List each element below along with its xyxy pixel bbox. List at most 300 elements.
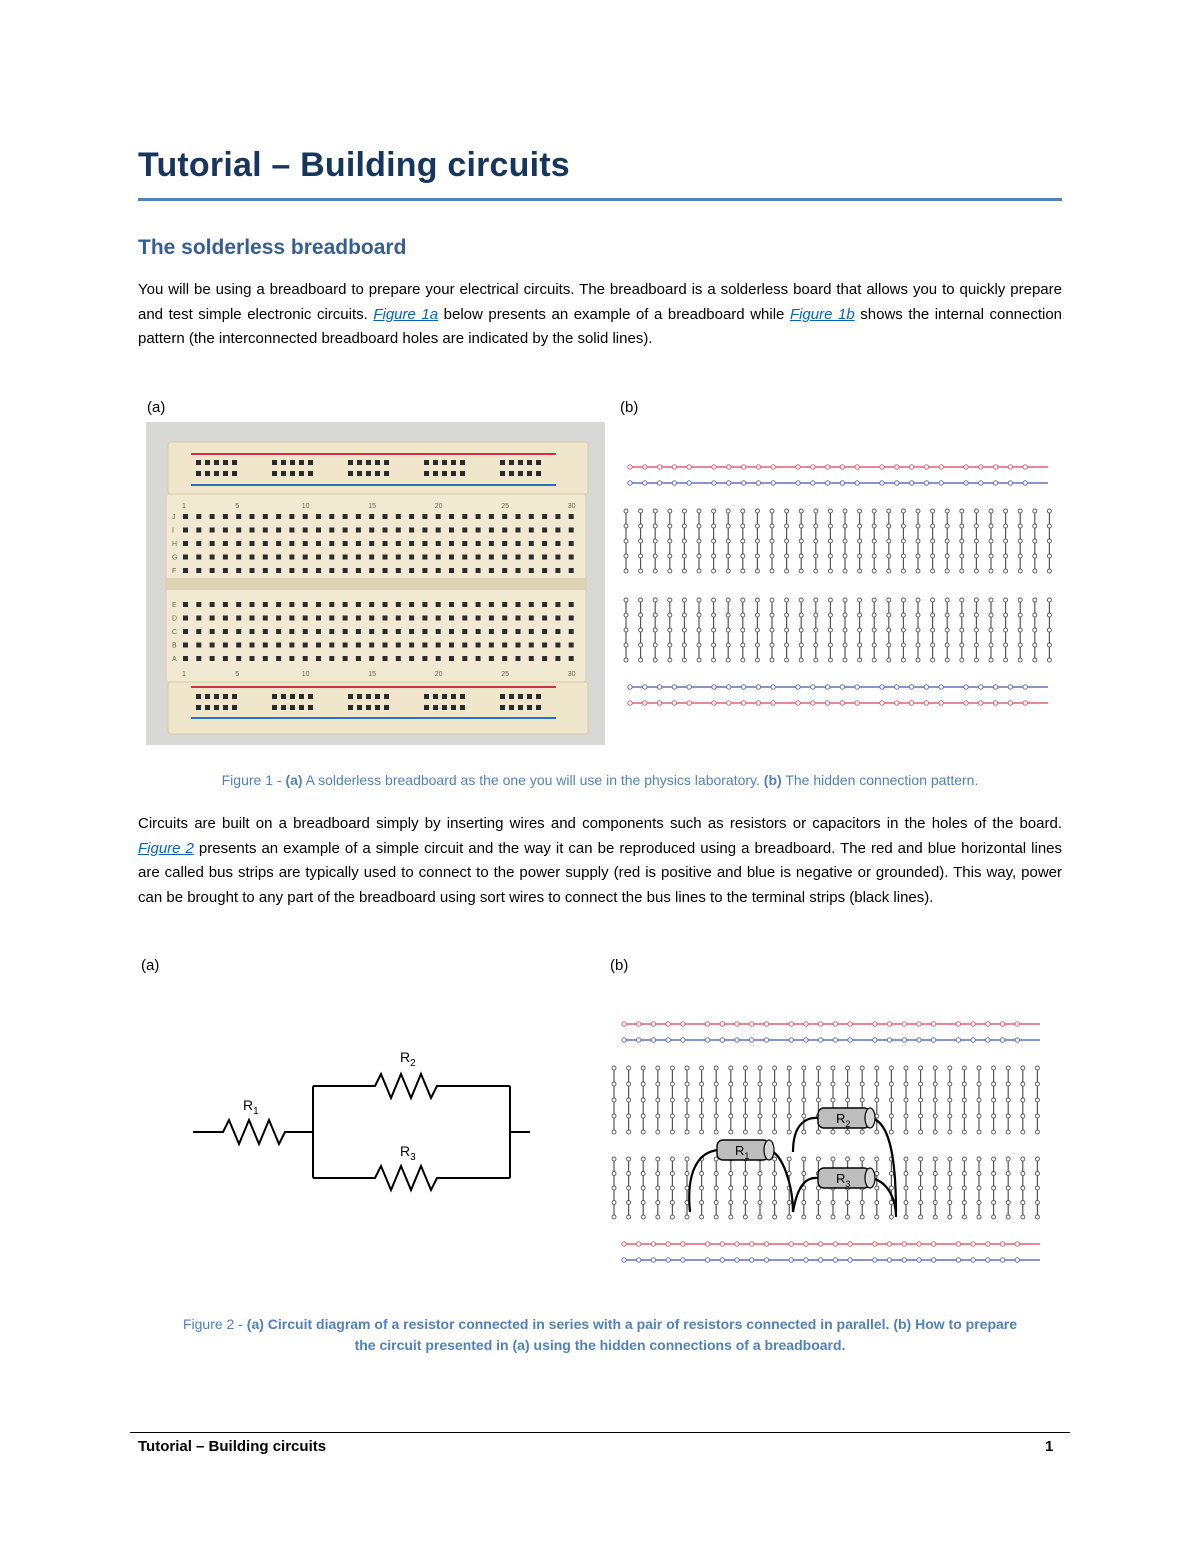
bus-strip-red-top-hole: [964, 465, 968, 469]
photo-terminal-hole-lower: [210, 643, 215, 648]
terminal-strip-upper-hole: [831, 1082, 835, 1086]
terminal-strip-upper-hole: [755, 524, 759, 528]
photo-terminal-hole-upper: [263, 555, 268, 560]
terminal-strip-lower-hole: [1047, 658, 1051, 662]
photo-terminal-hole-lower: [369, 616, 374, 621]
bus-strip-blue-bottom-hole: [931, 1258, 935, 1262]
terminal-strip-upper-hole: [741, 524, 745, 528]
photo-terminal-hole-upper: [436, 568, 441, 573]
terminal-strip-lower-hole: [1004, 658, 1008, 662]
bus-strip-red-bottom-hole: [917, 1242, 921, 1246]
photo-terminal-hole-lower: [343, 643, 348, 648]
photo-terminal-hole-upper: [422, 541, 427, 546]
photo-bus-hole-top-lower: [375, 471, 380, 476]
terminal-strip-upper-hole: [843, 539, 847, 543]
photo-terminal-hole-upper: [250, 528, 255, 533]
photo-terminal-hole-upper: [276, 568, 281, 573]
terminal-strip-upper-hole: [1035, 1082, 1039, 1086]
photo-bus-hole-bottom-lower: [357, 705, 362, 710]
terminal-strip-lower-hole: [816, 1157, 820, 1161]
terminal-strip-lower-hole: [887, 658, 891, 662]
terminal-strip-lower-hole: [814, 643, 818, 647]
breadboard-connection-diagram: [620, 455, 1060, 715]
photo-bus-hole-bottom-lower: [232, 705, 237, 710]
figure-1b-link[interactable]: Figure 1b: [789, 305, 855, 323]
terminal-strip-upper-hole: [1035, 1066, 1039, 1070]
photo-bus-hole-bottom-upper: [281, 694, 286, 699]
photo-terminal-hole-lower: [383, 602, 388, 607]
bus-strip-red-top-hole: [1023, 465, 1027, 469]
photo-bus-hole-top-lower: [442, 471, 447, 476]
terminal-strip-upper-hole: [668, 539, 672, 543]
terminal-strip-upper-hole: [641, 1066, 645, 1070]
terminal-strip-upper-hole: [743, 1114, 747, 1118]
photo-terminal-hole-lower: [542, 643, 547, 648]
photo-bus-hole-top-lower: [384, 471, 389, 476]
bus-strip-red-top-hole: [939, 465, 943, 469]
bus-strip-blue-bottom-hole: [873, 1258, 877, 1262]
photo-terminal-hole-upper: [569, 541, 574, 546]
terminal-strip-lower-hole: [743, 1172, 747, 1176]
terminal-strip-lower-hole: [785, 643, 789, 647]
photo-bus-hole-top-lower: [357, 471, 362, 476]
terminal-strip-upper-hole: [831, 1066, 835, 1070]
terminal-strip-upper-hole: [919, 1082, 923, 1086]
terminal-strip-upper-hole: [933, 1130, 937, 1134]
terminal-strip-upper-hole: [729, 1066, 733, 1070]
bus-strip-red-top-hole: [666, 1022, 670, 1026]
terminal-strip-lower-hole: [931, 613, 935, 617]
photo-bus-hole-top-upper: [299, 460, 304, 465]
photo-terminal-hole-lower: [196, 629, 201, 634]
photo-bus-hole-bottom-lower: [442, 705, 447, 710]
photo-column-number-top: 20: [434, 503, 443, 510]
terminal-strip-upper-hole: [1004, 524, 1008, 528]
terminal-strip-lower-hole: [639, 643, 643, 647]
photo-terminal-hole-upper: [236, 514, 241, 519]
photo-terminal-hole-upper: [183, 528, 188, 533]
photo-terminal-hole-lower: [369, 656, 374, 661]
photo-terminal-hole-lower: [502, 602, 507, 607]
photo-bus-hole-top-upper: [424, 460, 429, 465]
bus-strip-blue-bottom-hole: [811, 685, 815, 689]
terminal-strip-upper-hole: [904, 1082, 908, 1086]
terminal-strip-lower-hole: [653, 658, 657, 662]
photo-terminal-hole-upper: [369, 541, 374, 546]
terminal-strip-upper-hole: [729, 1114, 733, 1118]
bus-strip-red-bottom-hole: [741, 701, 745, 705]
terminal-strip-upper-hole: [1018, 569, 1022, 573]
terminal-strip-lower-hole: [785, 598, 789, 602]
photo-terminal-hole-lower: [422, 616, 427, 621]
bus-strip-red-bottom-hole: [637, 1242, 641, 1246]
photo-bus-hole-bottom-upper: [348, 694, 353, 699]
terminal-strip-upper-hole: [755, 554, 759, 558]
terminal-strip-lower-hole: [755, 643, 759, 647]
terminal-strip-lower-hole: [933, 1215, 937, 1219]
terminal-strip-upper-hole: [685, 1098, 689, 1102]
terminal-strip-upper-hole: [872, 569, 876, 573]
terminal-strip-upper-hole: [641, 1114, 645, 1118]
terminal-strip-upper-hole: [814, 539, 818, 543]
terminal-strip-lower-hole: [741, 628, 745, 632]
bus-strip-red-bottom-hole: [964, 701, 968, 705]
bus-strip-red-bottom-hole: [712, 701, 716, 705]
terminal-strip-lower-hole: [700, 1172, 704, 1176]
terminal-strip-lower-hole: [627, 1201, 631, 1205]
terminal-strip-upper-hole: [712, 509, 716, 513]
bus-strip-red-bottom-hole: [771, 701, 775, 705]
terminal-strip-lower-hole: [872, 658, 876, 662]
photo-row-letter-top: F: [172, 568, 177, 575]
terminal-strip-lower-hole: [1018, 658, 1022, 662]
terminal-strip-upper-hole: [682, 539, 686, 543]
breadboard-resistor-r1-label: $R_1$: [735, 1143, 750, 1161]
fig2-caption-a: (a): [246, 1316, 264, 1332]
photo-terminal-hole-lower: [489, 629, 494, 634]
photo-terminal-hole-upper: [542, 555, 547, 560]
terminal-strip-lower-hole: [960, 643, 964, 647]
photo-terminal-hole-lower: [329, 656, 334, 661]
terminal-strip-lower-hole: [799, 613, 803, 617]
bus-strip-red-bottom-hole: [756, 701, 760, 705]
terminal-strip-upper-hole: [977, 1130, 981, 1134]
terminal-strip-lower-hole: [992, 1215, 996, 1219]
breadboard-resistor-r1-end-cap: [764, 1140, 774, 1160]
terminal-strip-lower-hole: [1018, 628, 1022, 632]
terminal-strip-upper-hole: [641, 1130, 645, 1134]
photo-row-letter-bottom: E: [172, 602, 177, 609]
bus-strip-blue-bottom-hole: [1000, 1258, 1004, 1262]
terminal-strip-lower-hole: [875, 1186, 879, 1190]
photo-terminal-hole-lower: [489, 643, 494, 648]
bus-strip-blue-bottom-hole: [796, 685, 800, 689]
photo-bus-hole-bottom-upper: [375, 694, 380, 699]
photo-terminal-hole-lower: [476, 616, 481, 621]
terminal-strip-lower-hole: [931, 658, 935, 662]
photo-terminal-hole-lower: [555, 629, 560, 634]
bus-strip-blue-bottom-hole: [1008, 685, 1012, 689]
terminal-strip-upper-hole: [860, 1098, 864, 1102]
photo-terminal-hole-upper: [449, 528, 454, 533]
photo-top-bus-rail: [168, 442, 588, 494]
terminal-strip-upper-hole: [785, 524, 789, 528]
terminal-strip-upper-hole: [960, 554, 964, 558]
photo-row-letter-bottom: D: [172, 615, 178, 623]
terminal-strip-lower-hole: [816, 1215, 820, 1219]
photo-terminal-hole-lower: [529, 602, 534, 607]
terminal-strip-upper-hole: [624, 539, 628, 543]
bus-strip-blue-top-hole: [887, 1038, 891, 1042]
terminal-strip-upper-hole: [714, 1114, 718, 1118]
photo-bus-hole-bottom-upper: [424, 694, 429, 699]
figure-2-link[interactable]: Figure 2: [138, 839, 194, 857]
bus-strip-red-bottom-hole: [651, 1242, 655, 1246]
bus-strip-blue-top-hole: [902, 1038, 906, 1042]
photo-terminal-hole-upper: [449, 541, 454, 546]
photo-terminal-hole-upper: [329, 514, 334, 519]
terminal-strip-lower-hole: [785, 658, 789, 662]
photo-terminal-hole-upper: [529, 555, 534, 560]
photo-bus-hole-bottom-upper: [384, 694, 389, 699]
terminal-strip-lower-hole: [919, 1201, 923, 1205]
terminal-strip-upper-hole: [962, 1082, 966, 1086]
terminal-strip-upper-hole: [639, 509, 643, 513]
photo-terminal-hole-upper: [316, 541, 321, 546]
terminal-strip-upper-hole: [843, 524, 847, 528]
terminal-strip-lower-hole: [714, 1172, 718, 1176]
terminal-strip-upper-hole: [887, 554, 891, 558]
terminal-strip-upper-hole: [887, 509, 891, 513]
fig1-caption-mid: A solderless breadboard as the one you will use in the physics laboratory.: [302, 772, 764, 788]
terminal-strip-lower-hole: [682, 598, 686, 602]
photo-terminal-hole-lower: [263, 643, 268, 648]
terminal-strip-lower-hole: [1004, 598, 1008, 602]
bus-strip-red-bottom-hole: [720, 1242, 724, 1246]
photo-bus-hole-bottom-lower: [299, 705, 304, 710]
terminal-strip-lower-hole: [799, 643, 803, 647]
photo-terminal-hole-lower: [449, 629, 454, 634]
photo-bus-hole-top-lower: [281, 471, 286, 476]
terminal-strip-upper-hole: [887, 569, 891, 573]
photo-bus-hole-top-lower: [366, 471, 371, 476]
photo-terminal-hole-upper: [462, 555, 467, 560]
photo-terminal-hole-upper: [250, 555, 255, 560]
terminal-strip-lower-hole: [858, 598, 862, 602]
photo-terminal-hole-upper: [422, 528, 427, 533]
photo-terminal-hole-upper: [276, 541, 281, 546]
photo-terminal-hole-upper: [316, 568, 321, 573]
photo-terminal-hole-upper: [289, 514, 294, 519]
terminal-strip-lower-hole: [755, 613, 759, 617]
photo-terminal-hole-lower: [489, 616, 494, 621]
photo-terminal-hole-lower: [276, 643, 281, 648]
terminal-strip-lower-hole: [799, 628, 803, 632]
photo-terminal-hole-upper: [396, 528, 401, 533]
bus-strip-blue-top-hole: [705, 1038, 709, 1042]
bus-strip-blue-bottom-hole: [887, 1258, 891, 1262]
terminal-strip-lower-hole: [785, 628, 789, 632]
terminal-strip-lower-hole: [960, 613, 964, 617]
terminal-strip-lower-hole: [627, 1186, 631, 1190]
bus-strip-blue-top-hole: [1015, 1038, 1019, 1042]
terminal-strip-upper-hole: [785, 509, 789, 513]
terminal-strip-upper-hole: [1021, 1082, 1025, 1086]
terminal-strip-lower-hole: [685, 1215, 689, 1219]
bus-strip-red-top-hole: [1008, 465, 1012, 469]
bus-strip-blue-bottom-hole: [833, 1258, 837, 1262]
photo-terminal-hole-lower: [383, 656, 388, 661]
terminal-strip-upper-hole: [758, 1130, 762, 1134]
terminal-strip-lower-hole: [700, 1215, 704, 1219]
terminal-strip-upper-hole: [627, 1114, 631, 1118]
bus-strip-blue-bottom-hole: [818, 1258, 822, 1262]
terminal-strip-lower-hole: [860, 1201, 864, 1205]
terminal-strip-upper-hole: [904, 1130, 908, 1134]
terminal-strip-upper-hole: [787, 1082, 791, 1086]
photo-bus-hole-top-upper: [527, 460, 532, 465]
bus-strip-blue-bottom-hole: [628, 685, 632, 689]
terminal-strip-upper-hole: [872, 554, 876, 558]
terminal-strip-lower-hole: [787, 1215, 791, 1219]
photo-terminal-hole-lower: [569, 616, 574, 621]
photo-row-letter-bottom: A: [172, 656, 177, 663]
terminal-strip-upper-hole: [962, 1130, 966, 1134]
terminal-strip-upper-hole: [916, 509, 920, 513]
bus-strip-red-top-hole: [956, 1022, 960, 1026]
terminal-strip-lower-hole: [916, 658, 920, 662]
bus-strip-blue-top-hole: [622, 1038, 626, 1042]
bus-strip-red-bottom-hole: [924, 701, 928, 705]
terminal-strip-lower-hole: [992, 1157, 996, 1161]
bus-strip-blue-top-hole: [628, 481, 632, 485]
photo-terminal-hole-lower: [316, 629, 321, 634]
terminal-strip-lower-hole: [919, 1215, 923, 1219]
photo-terminal-hole-lower: [196, 643, 201, 648]
terminal-strip-lower-hole: [1047, 628, 1051, 632]
terminal-strip-upper-hole: [945, 509, 949, 513]
terminal-strip-lower-hole: [755, 658, 759, 662]
terminal-strip-lower-hole: [743, 1186, 747, 1190]
photo-bus-hole-bottom-upper: [290, 694, 295, 699]
circuits-text-1: Circuits are built on a breadboard simply by inserting wires and components such as resistors or capacitors in the holes of the board.: [138, 815, 1062, 832]
photo-terminal-hole-upper: [516, 568, 521, 573]
photo-terminal-hole-upper: [356, 528, 361, 533]
photo-terminal-hole-upper: [449, 514, 454, 519]
photo-terminal-hole-upper: [289, 568, 294, 573]
terminal-strip-lower-hole: [828, 628, 832, 632]
bus-strip-red-top-hole: [909, 465, 913, 469]
terminal-strip-upper-hole: [653, 569, 657, 573]
terminal-strip-upper-hole: [948, 1082, 952, 1086]
terminal-strip-lower-hole: [904, 1172, 908, 1176]
photo-bus-hole-bottom-lower: [223, 705, 228, 710]
terminal-strip-lower-hole: [831, 1215, 835, 1219]
photo-terminal-hole-upper: [529, 514, 534, 519]
terminal-strip-upper-hole: [802, 1130, 806, 1134]
photo-terminal-hole-upper: [422, 568, 427, 573]
terminal-strip-upper-hole: [831, 1130, 835, 1134]
terminal-strip-upper-hole: [627, 1098, 631, 1102]
terminal-strip-lower-hole: [656, 1186, 660, 1190]
photo-bus-hole-top-upper: [460, 460, 465, 465]
terminal-strip-lower-hole: [668, 658, 672, 662]
photo-terminal-hole-upper: [555, 568, 560, 573]
terminal-strip-upper-hole: [1006, 1066, 1010, 1070]
terminal-strip-upper-hole: [799, 569, 803, 573]
terminal-strip-lower-hole: [875, 1157, 879, 1161]
bus-strip-red-top-hole: [771, 465, 775, 469]
photo-terminal-hole-lower: [289, 643, 294, 648]
photo-terminal-hole-lower: [369, 602, 374, 607]
terminal-strip-upper-hole: [785, 539, 789, 543]
terminal-strip-upper-hole: [828, 539, 832, 543]
bus-strip-red-bottom-hole: [979, 701, 983, 705]
photo-bus-hole-top-lower: [299, 471, 304, 476]
fig2-caption-line2-end: using the hidden connections of a breadboard.: [529, 1337, 846, 1353]
terminal-strip-upper-hole: [714, 1098, 718, 1102]
photo-bus-hole-top-upper: [451, 460, 456, 465]
terminal-strip-upper-hole: [700, 1066, 704, 1070]
terminal-strip-lower-hole: [639, 613, 643, 617]
photo-bus-hole-top-upper: [281, 460, 286, 465]
photo-terminal-hole-lower: [250, 656, 255, 661]
photo-terminal-hole-lower: [436, 643, 441, 648]
photo-terminal-hole-lower: [210, 602, 215, 607]
photo-terminal-hole-lower: [223, 656, 228, 661]
terminal-strip-upper-hole: [1047, 554, 1051, 558]
bus-strip-blue-bottom-hole: [993, 685, 997, 689]
photo-terminal-hole-upper: [223, 555, 228, 560]
terminal-strip-lower-hole: [974, 613, 978, 617]
terminal-strip-lower-hole: [1035, 1172, 1039, 1176]
terminal-strip-lower-hole: [612, 1201, 616, 1205]
bus-strip-blue-top-hole: [833, 1038, 837, 1042]
terminal-strip-upper-hole: [714, 1130, 718, 1134]
terminal-strip-upper-hole: [974, 554, 978, 558]
terminal-strip-lower-hole: [919, 1172, 923, 1176]
photo-bus-hole-top-lower: [272, 471, 277, 476]
terminal-strip-lower-hole: [641, 1201, 645, 1205]
photo-column-number-bottom: 15: [368, 671, 376, 678]
terminal-strip-lower-hole: [700, 1201, 704, 1205]
terminal-strip-lower-hole: [743, 1215, 747, 1219]
photo-terminal-hole-lower: [183, 629, 188, 634]
photo-bus-hole-bottom-upper: [518, 694, 523, 699]
terminal-strip-lower-hole: [977, 1201, 981, 1205]
terminal-strip-upper-hole: [799, 509, 803, 513]
terminal-strip-upper-hole: [670, 1082, 674, 1086]
bus-strip-blue-top-hole: [1023, 481, 1027, 485]
terminal-strip-lower-hole: [814, 628, 818, 632]
photo-terminal-hole-lower: [303, 602, 308, 607]
terminal-strip-lower-hole: [785, 613, 789, 617]
photo-terminal-hole-upper: [303, 514, 308, 519]
bus-strip-red-bottom-hole: [818, 1242, 822, 1246]
photo-terminal-hole-lower: [250, 643, 255, 648]
terminal-strip-upper-hole: [916, 569, 920, 573]
terminal-strip-lower-hole: [889, 1186, 893, 1190]
photo-terminal-hole-upper: [489, 541, 494, 546]
terminal-strip-upper-hole: [1018, 554, 1022, 558]
terminal-strip-lower-hole: [989, 613, 993, 617]
photo-terminal-hole-lower: [569, 656, 574, 661]
photo-bus-hole-top-upper: [223, 460, 228, 465]
figure-1a-link[interactable]: Figure 1a: [373, 305, 439, 323]
terminal-strip-lower-hole: [729, 1186, 733, 1190]
terminal-strip-lower-hole: [802, 1172, 806, 1176]
photo-terminal-hole-lower: [462, 602, 467, 607]
intro-text-1: You will be using a breadboard to prepare your electrical circuits. The breadboard is a solderless board that allows you to quickly prepare and test simple electronic circuits.: [138, 281, 1062, 323]
terminal-strip-lower-hole: [656, 1172, 660, 1176]
terminal-strip-upper-hole: [1021, 1114, 1025, 1118]
photo-terminal-hole-upper: [236, 541, 241, 546]
terminal-strip-upper-hole: [773, 1114, 777, 1118]
terminal-strip-upper-hole: [858, 554, 862, 558]
terminal-strip-lower-hole: [933, 1186, 937, 1190]
terminal-strip-upper-hole: [860, 1066, 864, 1070]
terminal-strip-lower-hole: [1035, 1157, 1039, 1161]
terminal-strip-lower-hole: [612, 1172, 616, 1176]
terminal-strip-upper-hole: [901, 554, 905, 558]
terminal-strip-lower-hole: [697, 613, 701, 617]
bus-strip-blue-bottom-hole: [971, 1258, 975, 1262]
bus-strip-blue-top-hole: [666, 1038, 670, 1042]
photo-terminal-hole-lower: [409, 656, 414, 661]
bus-strip-red-bottom-hole: [643, 701, 647, 705]
photo-terminal-hole-lower: [449, 656, 454, 661]
resistor-r1-symbol: [193, 1120, 313, 1144]
